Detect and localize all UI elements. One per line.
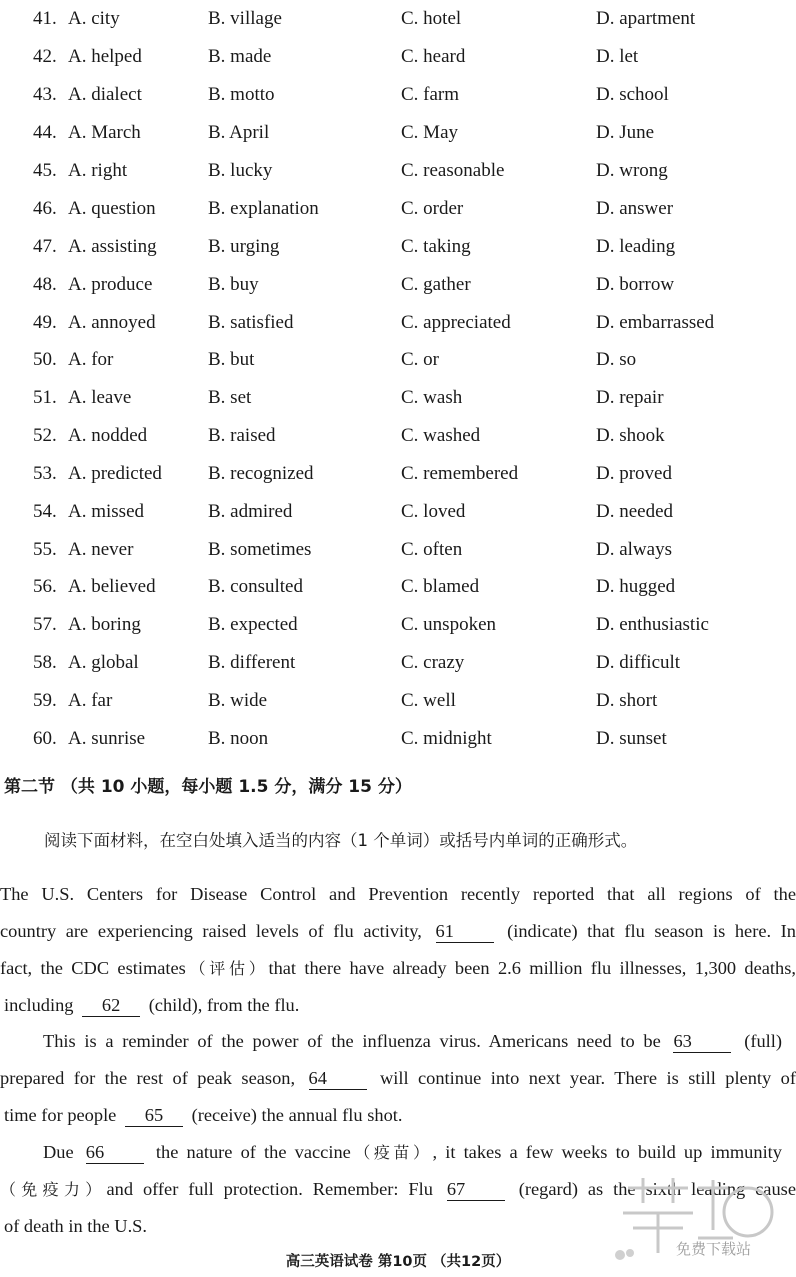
- passage-text: , it takes a few weeks to build up immunity: [432, 1142, 782, 1162]
- question-number: 59.: [33, 690, 57, 711]
- option-row: [0, 272, 796, 298]
- passage-gloss: （免疫力）: [0, 1180, 107, 1199]
- option-c: C. order: [401, 198, 464, 219]
- passage-text: that there have already been 2.6 million flu illnesses, 1,300 deaths,: [268, 958, 796, 978]
- option-row: [0, 196, 796, 222]
- option-row: [0, 6, 796, 32]
- option-d: D. apartment: [596, 8, 696, 29]
- option-c: C. reasonable: [401, 160, 505, 181]
- option-c: C. hotel: [401, 8, 462, 29]
- passage-text: (regard) as the sixth leading cause: [518, 1179, 796, 1199]
- option-a: A. annoyed: [68, 312, 156, 333]
- option-c: C. washed: [401, 425, 481, 446]
- passage-text: country are experiencing raised levels of flu activity,: [0, 921, 422, 941]
- passage-line: [43, 1138, 782, 1166]
- option-row: [0, 234, 796, 260]
- question-number: 56.: [33, 576, 57, 597]
- section-instruction: 阅读下面材料，在空白处填入适当的内容（1 个单词）或括号内单词的正确形式。: [44, 831, 638, 850]
- passage-line: [0, 917, 796, 945]
- blank-64: 64: [309, 1067, 367, 1090]
- option-c: C. or: [401, 349, 439, 370]
- passage-line: [0, 1064, 796, 1092]
- option-a: A. March: [68, 122, 141, 143]
- option-d: D. leading: [596, 236, 676, 257]
- option-b: B. consulted: [208, 576, 303, 597]
- option-row: [0, 612, 796, 638]
- page-footer: 高三英语试卷 第10页 （共12页）: [285, 1254, 511, 1270]
- option-c: C. unspoken: [401, 614, 496, 635]
- option-b: B. noon: [208, 728, 269, 749]
- option-a: A. leave: [68, 387, 132, 408]
- option-b: B. wide: [208, 690, 268, 711]
- option-row: [0, 158, 796, 184]
- passage-text: (receive) the annual flu shot.: [191, 1105, 403, 1125]
- option-row: [0, 120, 796, 146]
- blank-62: 62: [82, 994, 140, 1017]
- option-b: B. explanation: [208, 198, 319, 219]
- option-row: [0, 537, 796, 563]
- passage-text: (full): [744, 1031, 782, 1051]
- question-number: 49.: [33, 312, 57, 333]
- option-row: [0, 688, 796, 714]
- option-d: D. let: [596, 46, 639, 67]
- option-c: C. crazy: [401, 652, 465, 673]
- option-row: [0, 82, 796, 108]
- question-number: 55.: [33, 539, 57, 560]
- blank-63: 63: [673, 1030, 731, 1053]
- option-row: [0, 347, 796, 373]
- watermark-logo: [598, 1168, 788, 1268]
- option-row: [0, 726, 796, 752]
- option-b: B. sometimes: [208, 539, 312, 560]
- question-number: 58.: [33, 652, 57, 673]
- option-c: C. May: [401, 122, 458, 143]
- passage-text: the nature of the vaccine: [155, 1142, 351, 1162]
- blank-67: 67: [447, 1178, 505, 1201]
- option-a: A. believed: [68, 576, 156, 597]
- option-b: B. made: [208, 46, 272, 67]
- option-d: D. repair: [596, 387, 664, 408]
- option-a: A. question: [68, 198, 156, 219]
- option-d: D. needed: [596, 501, 674, 522]
- option-b: B. village: [208, 8, 282, 29]
- passage-line: [43, 1027, 782, 1055]
- passage-text: time for people: [4, 1105, 117, 1125]
- passage-line: [4, 1101, 796, 1129]
- option-d: D. sunset: [596, 728, 667, 749]
- option-a: A. assisting: [68, 236, 157, 257]
- option-a: A. right: [68, 160, 128, 181]
- question-number: 57.: [33, 614, 57, 635]
- question-number: 53.: [33, 463, 57, 484]
- option-a: A. for: [68, 349, 114, 370]
- option-b: B. raised: [208, 425, 276, 446]
- option-a: A. boring: [68, 614, 141, 635]
- option-d: D. difficult: [596, 652, 681, 673]
- option-b: B. motto: [208, 84, 275, 105]
- option-d: D. embarrassed: [596, 312, 715, 333]
- passage-text: (indicate) that flu season is here. In: [507, 921, 796, 941]
- section-title: 第二节 （共 10 小题，每小题 1.5 分，满分 15 分）: [4, 777, 412, 797]
- option-a: A. sunrise: [68, 728, 146, 749]
- option-b: B. expected: [208, 614, 298, 635]
- option-c: C. taking: [401, 236, 471, 257]
- option-d: D. short: [596, 690, 658, 711]
- option-d: D. enthusiastic: [596, 614, 709, 635]
- option-a: A. global: [68, 652, 139, 673]
- passage-text: This is a reminder of the power of the influenza virus. Americans need to be: [43, 1031, 661, 1051]
- passage-text: Due: [43, 1142, 74, 1162]
- question-number: 45.: [33, 160, 57, 181]
- passage-text: will continue into next year. There is still plenty of: [379, 1068, 796, 1088]
- question-number: 54.: [33, 501, 57, 522]
- option-d: D. school: [596, 84, 669, 105]
- question-number: 51.: [33, 387, 57, 408]
- option-b: B. satisfied: [208, 312, 294, 333]
- option-row: [0, 650, 796, 676]
- passage-line: [4, 991, 796, 1019]
- option-row: [0, 385, 796, 411]
- option-c: C. farm: [401, 84, 460, 105]
- option-row: [0, 461, 796, 487]
- blank-61: 61: [436, 920, 494, 943]
- option-c: C. loved: [401, 501, 466, 522]
- option-a: A. missed: [68, 501, 144, 522]
- option-d: D. answer: [596, 198, 674, 219]
- option-row: [0, 499, 796, 525]
- option-c: C. well: [401, 690, 456, 711]
- option-c: C. heard: [401, 46, 466, 67]
- passage-gloss: （疫苗）: [350, 1143, 433, 1162]
- option-b: B. recognized: [208, 463, 314, 484]
- option-row: [0, 574, 796, 600]
- question-number: 50.: [33, 349, 57, 370]
- question-number: 41.: [33, 8, 57, 29]
- option-a: A. dialect: [68, 84, 142, 105]
- option-d: D. shook: [596, 425, 665, 446]
- question-number: 60.: [33, 728, 57, 749]
- option-row: [0, 310, 796, 336]
- question-number: 47.: [33, 236, 57, 257]
- option-c: C. blamed: [401, 576, 480, 597]
- option-b: B. but: [208, 349, 255, 370]
- passage-text: fact, the CDC estimates: [0, 958, 186, 978]
- option-b: B. different: [208, 652, 296, 673]
- passage-text: and offer full protection. Remember: Flu: [106, 1179, 433, 1199]
- question-number: 52.: [33, 425, 57, 446]
- option-row: [0, 44, 796, 70]
- option-c: C. wash: [401, 387, 463, 408]
- option-c: C. gather: [401, 274, 471, 295]
- option-b: B. April: [208, 122, 270, 143]
- question-number: 42.: [33, 46, 57, 67]
- question-number: 48.: [33, 274, 57, 295]
- option-a: A. far: [68, 690, 113, 711]
- option-c: C. remembered: [401, 463, 519, 484]
- passage-line: [0, 880, 796, 908]
- option-b: B. buy: [208, 274, 259, 295]
- option-a: A. never: [68, 539, 134, 560]
- option-a: A. helped: [68, 46, 142, 67]
- option-b: B. lucky: [208, 160, 273, 181]
- option-b: B. set: [208, 387, 252, 408]
- question-number: 44.: [33, 122, 57, 143]
- question-number: 46.: [33, 198, 57, 219]
- option-d: D. proved: [596, 463, 672, 484]
- option-d: D. borrow: [596, 274, 675, 295]
- option-a: A. produce: [68, 274, 153, 295]
- question-number: 43.: [33, 84, 57, 105]
- option-d: D. wrong: [596, 160, 668, 181]
- option-c: C. often: [401, 539, 463, 560]
- watermark-text: 免费下载站: [676, 1240, 752, 1258]
- option-b: B. urging: [208, 236, 280, 257]
- option-row: [0, 423, 796, 449]
- passage-text: (child), from the flu.: [148, 995, 300, 1015]
- option-a: A. nodded: [68, 425, 148, 446]
- passage-line: [0, 954, 796, 982]
- blank-65: 65: [125, 1104, 183, 1127]
- option-d: D. always: [596, 539, 672, 560]
- option-c: C. midnight: [401, 728, 492, 749]
- passage-text: including: [4, 995, 74, 1015]
- option-c: C. appreciated: [401, 312, 511, 333]
- option-d: D. hugged: [596, 576, 676, 597]
- option-b: B. admired: [208, 501, 293, 522]
- option-d: D. June: [596, 122, 655, 143]
- passage-text: The U.S. Centers for Disease Control and Prevention recently reported that all regions of the: [0, 884, 796, 904]
- option-a: A. city: [68, 8, 120, 29]
- passage-gloss: （评估）: [185, 959, 269, 978]
- passage-text: prepared for the rest of peak season,: [0, 1068, 296, 1088]
- option-a: A. predicted: [68, 463, 162, 484]
- blank-66: 66: [86, 1141, 144, 1164]
- option-d: D. so: [596, 349, 637, 370]
- passage-text: of death in the U.S.: [4, 1216, 148, 1236]
